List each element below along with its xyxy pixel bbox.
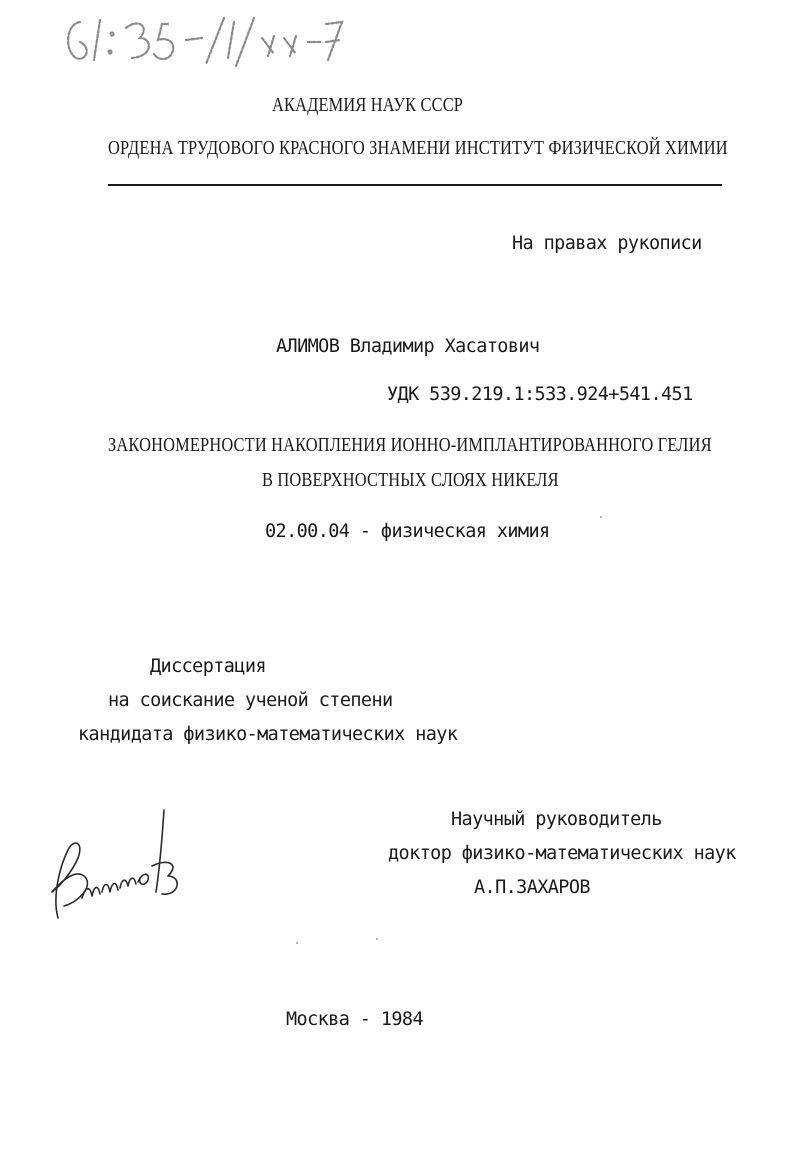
degree-label: Диссертация	[150, 656, 266, 677]
author-name: АЛИМОВ Владимир Хасатович	[276, 336, 540, 357]
paper-speck	[296, 942, 298, 944]
manuscript-rights-note: На правах рукописи	[512, 233, 702, 254]
degree-field: кандидата физико-математических наук	[78, 724, 458, 745]
paper-speck	[600, 516, 602, 518]
advisor-role: Научный руководитель	[451, 809, 662, 830]
handwritten-archive-note	[58, 8, 348, 70]
paper-speck	[376, 938, 378, 940]
advisor-rank: доктор физико-математических наук	[388, 843, 736, 864]
udc-code: УДК 539.219.1:533.924+541.451	[387, 384, 693, 405]
author-signature	[38, 806, 198, 926]
dissertation-title-line1: ЗАКОНОМЕРНОСТИ НАКОПЛЕНИЯ ИОННО-ИМПЛАНТИРОВАННОГО ГЕЛИЯ	[108, 434, 712, 456]
advisor-name: А.П.ЗАХАРОВ	[474, 877, 590, 898]
header-divider	[108, 184, 722, 186]
institute-heading: ОРДЕНА ТРУДОВОГО КРАСНОГО ЗНАМЕНИ ИНСТИТУТ ФИЗИЧЕСКОЙ ХИМИИ	[108, 137, 728, 159]
specialty-code: 02.00.04 - физическая химия	[265, 521, 550, 542]
place-and-year: Москва - 1984	[286, 1009, 423, 1030]
dissertation-title-line2: В ПОВЕРХНОСТНЫХ СЛОЯХ НИКЕЛЯ	[262, 469, 559, 491]
degree-purpose: на соискание ученой степени	[108, 690, 393, 711]
academy-heading: АКАДЕМИЯ НАУК СССР	[272, 94, 464, 116]
